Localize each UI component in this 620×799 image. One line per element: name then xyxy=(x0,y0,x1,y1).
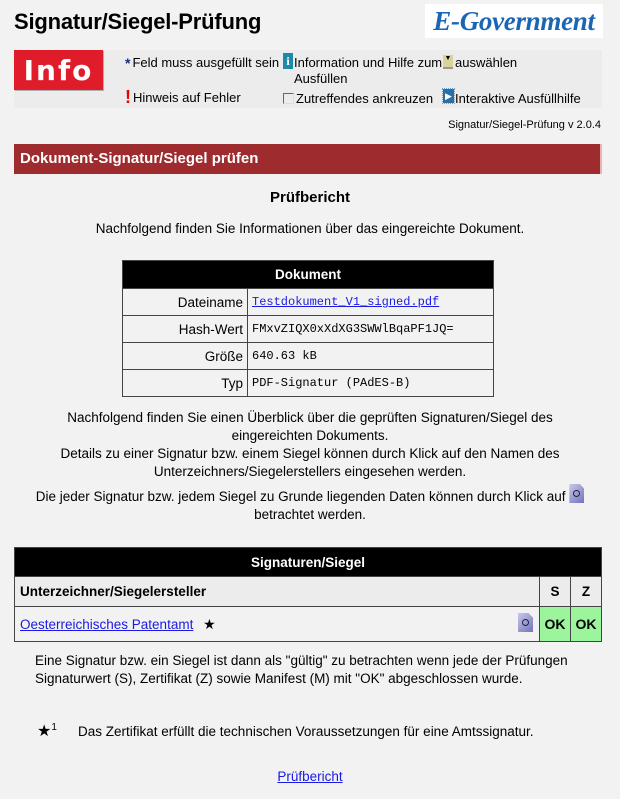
filename-label: Dateiname xyxy=(123,289,248,316)
document-table-header: Dokument xyxy=(123,261,494,289)
document-viewer-icon xyxy=(569,484,584,503)
column-header-signer: Unterzeichner/Siegelersteller xyxy=(15,577,540,607)
section-title: Dokument-Signatur/Siegel prüfen xyxy=(20,150,258,167)
overview-line: Nachfolgend finden Sie einen Überblick über die geprüften Signaturen/Siegel des xyxy=(67,410,553,425)
validity-note: Eine Signatur bzw. ein Siegel ist dann als "gültig" zu betrachten wenn jede der Prüfungen Signaturwert (S), Zertifikat (Z) sowie Manifest (M) mit "OK" abgeschlossen wurde. xyxy=(35,652,595,688)
signer-link[interactable]: Oesterreichisches Patentamt xyxy=(20,617,193,632)
legend-info-label-line1: Information und Hilfe zum xyxy=(294,55,442,70)
table-row xyxy=(123,343,494,370)
legend-info xyxy=(283,53,442,87)
table-row xyxy=(123,316,494,343)
size-label: Größe xyxy=(123,343,248,370)
bottom-link-container xyxy=(0,769,620,784)
type-label: Typ xyxy=(123,370,248,397)
overview-line: Details zu einer Signatur bzw. einem Siegel können durch Klick auf den Namen des xyxy=(60,446,559,461)
document-table xyxy=(122,260,494,397)
legend-select xyxy=(443,55,517,70)
legend-check-label: Zutreffendes ankreuzen xyxy=(296,91,433,106)
logo-text: E-Government xyxy=(433,6,594,37)
legend-required xyxy=(125,55,279,71)
report-title: Prüfbericht xyxy=(0,189,620,206)
pruefbericht-link[interactable]: Prüfbericht xyxy=(277,769,342,784)
page-title: Signatur/Siegel-Prüfung xyxy=(14,9,261,35)
overview-line: Unterzeichners/Siegelerstellers eingesehen werden. xyxy=(154,464,466,479)
legend-required-label: Feld muss ausgefüllt sein xyxy=(132,55,279,70)
legend-error-label: Hinweis auf Fehler xyxy=(133,90,241,105)
status-s: OK xyxy=(540,607,571,642)
report-intro: Nachfolgend finden Sie Informationen über das eingereichte Dokument. xyxy=(0,221,620,236)
type-value: PDF-Signatur (PAdES-B) xyxy=(248,370,494,397)
table-row xyxy=(123,289,494,316)
play-icon: ▶ xyxy=(443,89,454,103)
e-government-logo xyxy=(425,4,603,38)
signatures-table-caption: Signaturen/Siegel xyxy=(15,548,602,577)
filename-link[interactable]: Testdokument_V1_signed.pdf xyxy=(252,295,439,309)
footnote-number: 1 xyxy=(51,722,57,733)
legend-interactive xyxy=(443,89,581,106)
viewer-note-line: betrachtet werden. xyxy=(254,507,366,522)
document-viewer-icon[interactable] xyxy=(518,613,533,632)
overview-text xyxy=(0,409,620,481)
overview-line: eingereichten Dokuments. xyxy=(232,428,389,443)
legend-check xyxy=(283,91,433,106)
legend-info-label-line2: Ausfüllen xyxy=(294,71,347,86)
info-button[interactable]: Info xyxy=(14,50,103,90)
amtssignatur-star-icon: ★ xyxy=(203,616,216,632)
dropdown-icon: ▼ xyxy=(443,55,453,69)
viewer-note xyxy=(0,484,620,524)
checkbox-icon xyxy=(283,93,294,104)
asterisk-icon: * xyxy=(125,55,130,71)
section-header xyxy=(14,144,602,174)
column-header-s: S xyxy=(540,577,571,607)
legend-error xyxy=(125,90,241,105)
table-row xyxy=(15,607,602,642)
hash-label: Hash-Wert xyxy=(123,316,248,343)
status-z: OK xyxy=(571,607,602,642)
legend-interactive-label: Interaktive Ausfüllhilfe xyxy=(455,89,581,106)
info-icon: i xyxy=(283,53,293,69)
viewer-note-line: Die jeder Signatur bzw. jedem Siegel zu Grunde liegenden Daten können durch Klick auf xyxy=(36,489,566,504)
version-label: Signatur/Siegel-Prüfung v 2.0.4 xyxy=(448,119,601,131)
footnote-text: Das Zertifikat erfüllt die technischen Voraussetzungen für eine Amtssignatur. xyxy=(78,724,534,739)
star-icon: ★ xyxy=(37,723,51,740)
footnote-marker xyxy=(37,721,57,741)
legend-select-label: auswählen xyxy=(455,55,517,70)
size-value: 640.63 kB xyxy=(248,343,494,370)
exclamation-icon: ! xyxy=(125,90,131,104)
signatures-table xyxy=(14,547,602,642)
column-header-z: Z xyxy=(571,577,602,607)
hash-value: FMxvZIQX0xXdXG3SWWlBqaPF1JQ= xyxy=(248,316,494,343)
table-row xyxy=(123,370,494,397)
